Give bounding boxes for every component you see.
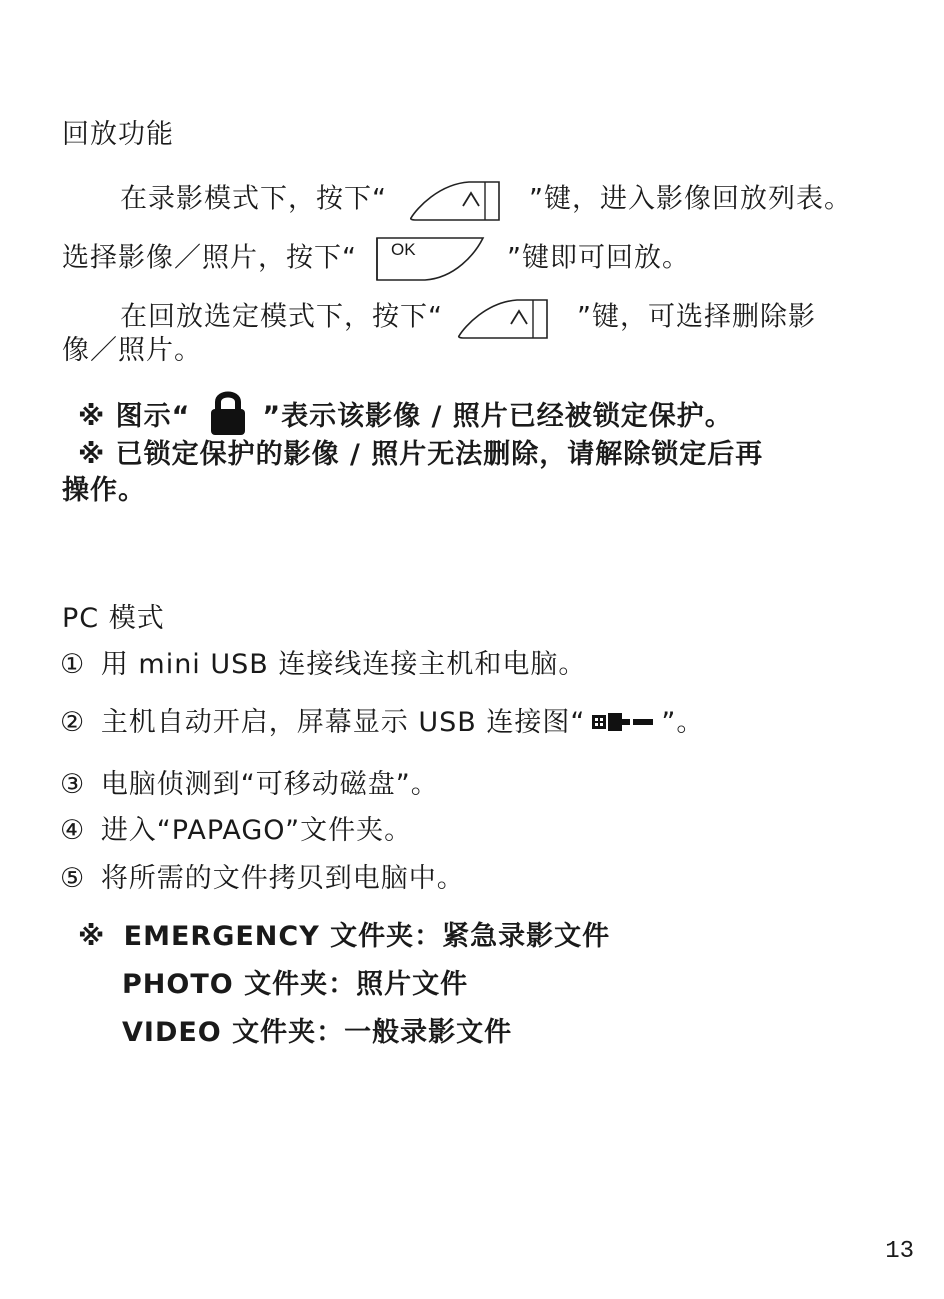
playback-p3-after: ”键，可选择删除影 bbox=[577, 301, 816, 333]
playback-p3-before: 在回放选定模式下，按下“ bbox=[120, 301, 443, 333]
folder-note-video: VIDEO 文件夹：一般录影文件 bbox=[122, 1017, 513, 1048]
playback-p1-after: ”键，进入影像回放列表。 bbox=[529, 183, 852, 215]
pc-step-3 bbox=[60, 768, 439, 802]
ok-key-icon bbox=[375, 236, 485, 282]
lock-icon bbox=[208, 390, 248, 445]
step-text: 进入“PAPAGO”文件夹。 bbox=[100, 815, 413, 846]
pc-step-4 bbox=[60, 814, 412, 848]
page-number: 13 bbox=[885, 1238, 914, 1265]
lock-note-before: ※ 图示“ bbox=[78, 401, 191, 432]
pc-step-2 bbox=[60, 706, 704, 741]
delete-note-line-1: ※ 已锁定保护的影像 / 照片无法删除，请解除锁定后再 bbox=[78, 439, 764, 470]
section-title-pc-mode: PC 模式 bbox=[62, 603, 165, 634]
step-text-after: ”。 bbox=[661, 707, 705, 738]
playback-p1-before: 在录影模式下，按下“ bbox=[120, 183, 387, 215]
pc-step-1 bbox=[60, 648, 586, 682]
step-number: ⑤ bbox=[60, 863, 86, 894]
playback-paragraph-3 bbox=[120, 296, 816, 340]
step-number: ④ bbox=[60, 815, 86, 846]
step-text: 用 mini USB 连接线连接主机和电脑。 bbox=[100, 649, 587, 680]
playback-p2-before: 选择影像／照片，按下“ bbox=[62, 242, 357, 274]
lock-note bbox=[78, 390, 733, 445]
step-number: ③ bbox=[60, 769, 86, 800]
step-text-before: 主机自动开启，屏幕显示 USB 连接图“ bbox=[100, 707, 586, 738]
step-number: ② bbox=[60, 707, 86, 738]
ok-key-label: OK bbox=[391, 240, 416, 259]
usb-connection-icon bbox=[591, 707, 655, 741]
folder-text: EMERGENCY 文件夹：紧急录影文件 bbox=[123, 921, 611, 952]
note-mark: ※ bbox=[78, 921, 106, 952]
folder-note-photo: PHOTO 文件夹：照片文件 bbox=[122, 969, 469, 1000]
step-text: 电脑侦测到“可移动磁盘”。 bbox=[100, 769, 439, 800]
step-number: ① bbox=[60, 649, 86, 680]
playback-paragraph-3-continued: 像／照片。 bbox=[62, 335, 202, 366]
playback-paragraph-2 bbox=[62, 236, 690, 282]
up-arrow-key-icon bbox=[409, 178, 501, 222]
folder-note-emergency bbox=[78, 920, 610, 954]
up-arrow-key-icon bbox=[457, 296, 549, 340]
delete-note-line-2: 操作。 bbox=[62, 475, 146, 506]
section-title-playback: 回放功能 bbox=[62, 119, 174, 150]
step-text: 将所需的文件拷贝到电脑中。 bbox=[100, 863, 465, 894]
playback-paragraph-1 bbox=[120, 178, 852, 222]
playback-p2-after: ”键即可回放。 bbox=[507, 242, 690, 274]
lock-note-after: ”表示该影像 / 照片已经被锁定保护。 bbox=[262, 401, 733, 432]
pc-step-5 bbox=[60, 862, 465, 896]
